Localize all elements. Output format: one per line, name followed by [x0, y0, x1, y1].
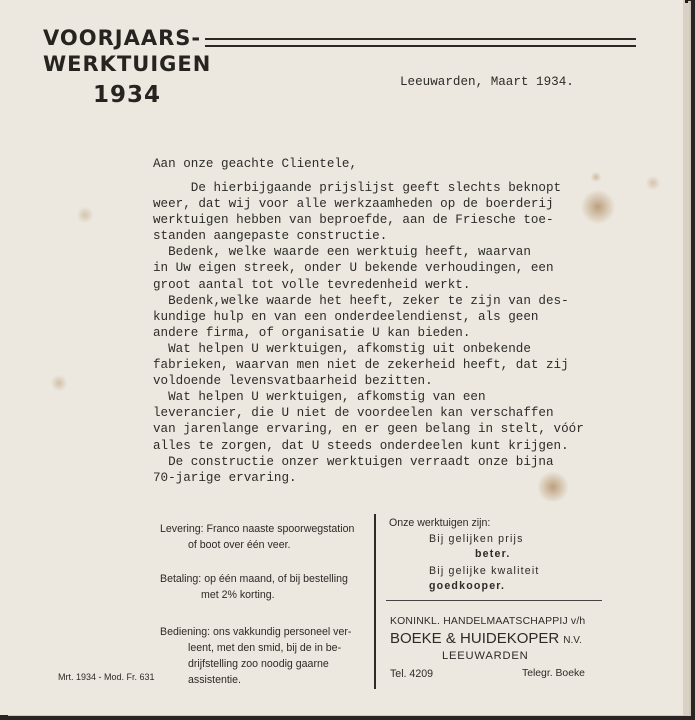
body-line: kundige hulp en van een onderdeelendienst, als geen — [153, 309, 539, 324]
company-telegr: Telegr. Boeke — [522, 668, 585, 679]
term-text: op één maand, of bij bestelling — [204, 573, 348, 585]
footer-code: Mrt. 1934 - Mod. Fr. 631 — [58, 672, 155, 682]
heading-year: 1934 — [93, 82, 162, 108]
company-suffix: N.V. — [563, 635, 582, 646]
heading-line1: VOORJAARS- — [43, 26, 202, 50]
body-line: alles te zorgen, dat U steeds onderdeelen kunt krijgen. — [153, 438, 569, 453]
claim-intro: Onze werktuigen zijn: — [389, 517, 491, 529]
body-line: De constructie onzer werktuigen verraadt onze bijna — [153, 454, 554, 469]
stain — [50, 375, 68, 391]
page-edge — [683, 3, 689, 715]
heading-rule — [205, 38, 636, 40]
body-line: Wat helpen U werktuigen, afkomstig uit onbekende — [153, 341, 531, 356]
claim-line: Bij gelijken prijs — [429, 533, 524, 545]
terms-levering — [160, 521, 354, 553]
term-label: Betaling: — [160, 573, 202, 585]
body-line: standen aangepaste constructie. — [153, 229, 388, 244]
term-text: met 2% korting. — [201, 589, 275, 601]
term-text: ons vakkundig personeel ver- — [213, 626, 352, 638]
term-text: drijfstelling zoo noodig gaarne — [188, 658, 329, 670]
body-line: voldoende levensvatbaarheid bezitten. — [153, 374, 433, 389]
body-line: Wat helpen U werktuigen, afkomstig van een — [153, 390, 486, 405]
claim-line: beter. — [475, 548, 511, 560]
column-divider — [374, 514, 376, 689]
letter-body — [153, 180, 613, 486]
body-line: groot aantal tot volle tevredenheid werkt. — [153, 277, 471, 292]
company-city: LEEUWARDEN — [442, 650, 529, 662]
term-text: of boot over één veer. — [188, 539, 291, 551]
term-text: assistentie. — [188, 674, 241, 686]
claim-box — [389, 517, 609, 592]
body-line: in Uw eigen streek, onder U bekende verhoudingen, een — [153, 261, 554, 276]
body-line: van jarenlange ervaring, en er geen belang in stelt, vóór — [153, 422, 584, 437]
body-line: leverancier, die U niet de voordeelen kan verschaffen — [153, 406, 554, 421]
salutation: Aan onze geachte Clientele, — [153, 157, 358, 171]
company-name: BOEKE & HUIDEKOPER — [390, 630, 560, 647]
company-line1: KONINKL. HANDELMAATSCHAPPIJ v/h — [390, 616, 586, 627]
body-line: Bedenk,welke waarde het heeft, zeker te zijn van des- — [153, 293, 569, 308]
body-line: De hierbijgaande prijslijst geeft slechts beknopt — [153, 181, 562, 195]
letter-date: Leeuwarden, Maart 1934. — [400, 75, 574, 89]
stain — [645, 176, 661, 190]
heading-rule — [205, 45, 636, 47]
stain — [76, 207, 94, 223]
body-line: 70-jarige ervaring. — [153, 470, 297, 485]
body-line: weer, dat wij voor alle werkzaamheden op de boerderij — [153, 197, 554, 212]
company-tel: Tel. 4209 — [390, 668, 433, 680]
terms-bediening — [160, 624, 370, 688]
term-text: Franco naaste spoorwegstation — [206, 523, 355, 535]
separator — [386, 600, 602, 601]
term-label: Bediening: — [160, 626, 211, 638]
body-line: fabrieken, waarvan men niet de zekerheid heeft, dat zij — [153, 358, 569, 373]
body-line: andere firma, of organisatie U kan bieden. — [153, 325, 471, 340]
body-line: Bedenk, welke waarde een werktuig heeft, waarvan — [153, 245, 531, 260]
heading-line2: WERKTUIGEN — [43, 52, 212, 76]
term-label: Levering: — [160, 523, 204, 535]
claim-line: Bij gelijke kwaliteit — [429, 565, 540, 577]
term-text: leent, met den smid, bij de in be- — [188, 642, 342, 654]
terms-betaling — [160, 571, 348, 603]
company-block — [390, 616, 600, 684]
claim-line: goedkooper. — [429, 580, 506, 592]
body-line: werktuigen hebben van beproefde, aan de Friesche toe- — [153, 213, 554, 228]
